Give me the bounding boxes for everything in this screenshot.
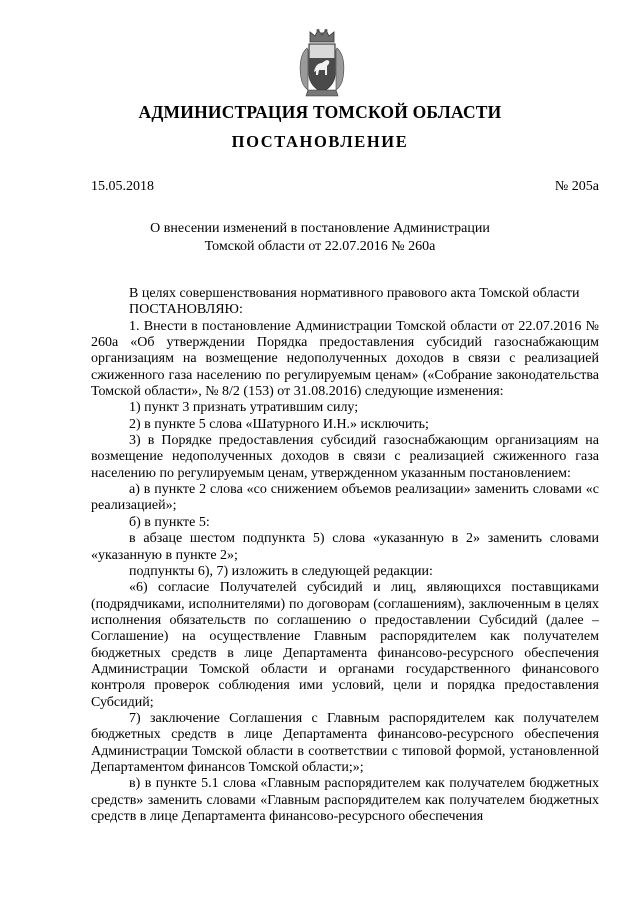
document-body bbox=[91, 286, 599, 825]
body-paragraph: 7) заключение Соглашения с Главным распорядителем как получателем бюджетных средств в лице Департамента финансово-ресурсного обеспечения Администрации Томской области в соответствии с типовой формой, установленной Департаментом финансов Томской области;»; bbox=[91, 710, 599, 775]
body-paragraph: подпункты 6), 7) изложить в следующей редакции: bbox=[129, 563, 433, 579]
subject-line: Томской области от 22.07.2016 № 260а bbox=[204, 239, 436, 254]
body-paragraph: «6) согласие Получателей субсидий и лиц, являющихся поставщиками (подрядчиками, исполнителями) по договорам (соглашениям), заключенным в целях исполнения обязательств по соглашению о предоставлении Субсидий (далее – Соглашение) на осуществление Главным распорядителем как получателем бюджетных средств в лице Департамента финансово-ресурсного обеспечения Администрации Томской области и органами государственного финансового контроля проверок соблюдения ими условий, цели и порядка предоставления Субсидий; bbox=[91, 580, 599, 710]
document-type: ПОСТАНОВЛЕНИЕ bbox=[231, 132, 409, 151]
body-paragraph: в абзаце шестом подпункта 5) слова «указанную в 2» заменить словами «указанную в пункте 2»; bbox=[91, 531, 599, 563]
body-paragraph: б) в пункте 5: bbox=[129, 514, 210, 530]
body-paragraph: а) в пункте 2 слова «со снижением объемов реализации» заменить словами «с реализацией»; bbox=[91, 482, 599, 514]
body-paragraph: 1) пункт 3 признать утратившим силу; bbox=[129, 400, 359, 416]
coat-of-arms-icon bbox=[296, 28, 348, 98]
body-paragraph: 2) в пункте 5 слова «Шатурного И.Н.» исключить; bbox=[129, 416, 429, 432]
document-date: 15.05.2018 bbox=[91, 179, 154, 194]
body-paragraph: 1. Внести в постановление Администрации Томской области от 22.07.2016 № 260а «Об утверждении Порядка предоставления субсидий газоснабжающим организациям на возмещение недополученных доходов в связи с реализацией сжиженного газа населению по регулируемым ценам» («Собрание законодательства Томской области», № 8/2 (153) от 31.08.2016) следующие изменения: bbox=[91, 318, 599, 400]
document-number: № 205а bbox=[554, 179, 599, 194]
organization-title: АДМИНИСТРАЦИЯ ТОМСКОЙ ОБЛАСТИ bbox=[138, 102, 502, 122]
subject-line: О внесении изменений в постановление Администрации bbox=[150, 221, 490, 236]
resolve-heading: ПОСТАНОВЛЯЮ: bbox=[129, 302, 243, 318]
body-paragraph: в) в пункте 5.1 слова «Главным распорядителем как получателем бюджетных средств» заменить словами «Главным распорядителем как получателем бюджетных средств в лице Департамента финансово-ресурсного обеспечения bbox=[91, 776, 599, 824]
body-paragraph: 3) в Порядке предоставления субсидий газоснабжающим организациям на возмещение недополученных доходов в связи с реализацией сжиженного газа населению по регулируемым ценам, утвержденном указанным постановлением: bbox=[91, 433, 599, 481]
document-subject bbox=[0, 220, 640, 256]
body-paragraph: В целях совершенствования нормативного правового акта Томской области bbox=[129, 286, 580, 301]
